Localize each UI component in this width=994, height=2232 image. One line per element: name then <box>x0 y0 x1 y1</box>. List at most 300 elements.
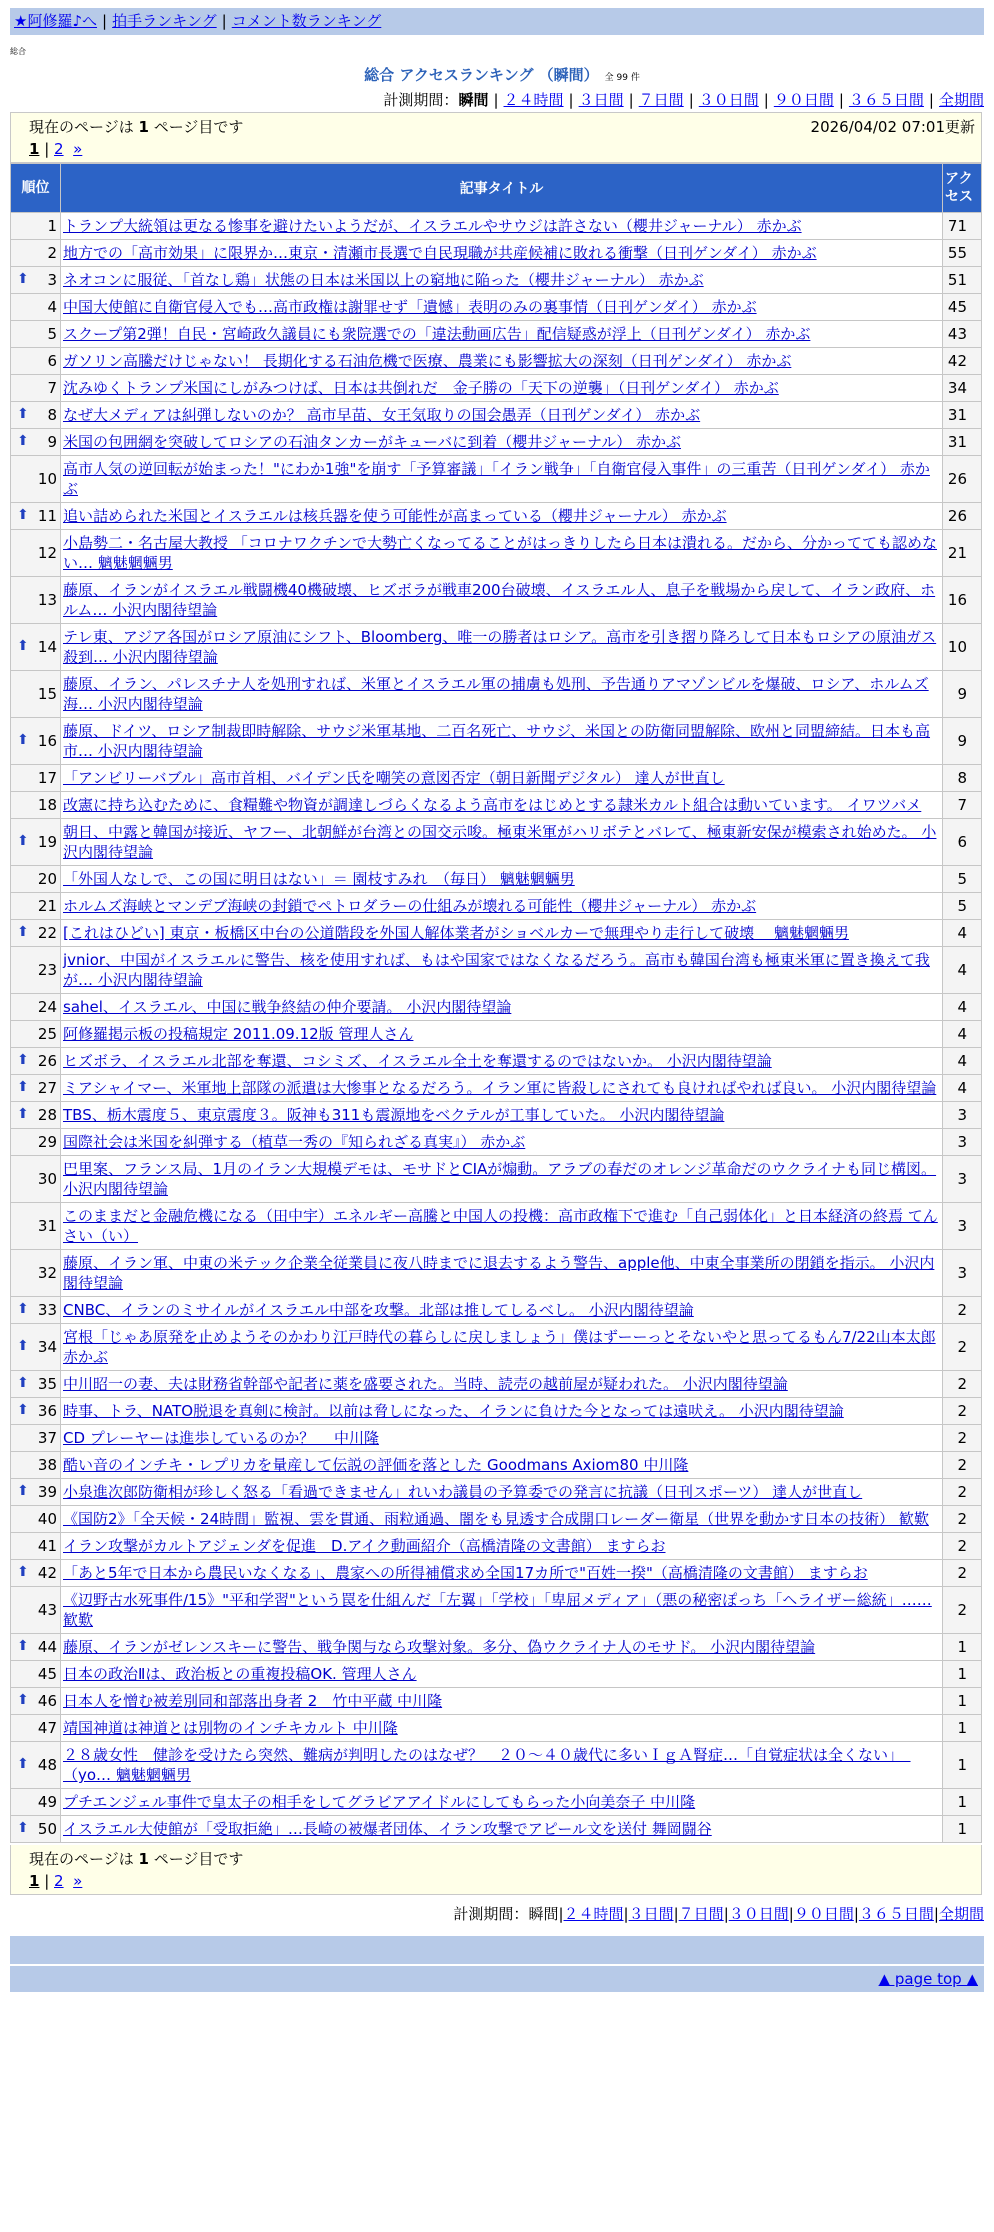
title-cell <box>61 1789 943 1816</box>
rank-number: 39 <box>37 1483 57 1501</box>
article-link[interactable]: 中川昭一の妻、夫は財務省幹部や記者に薬を盛要された。当時、読売の越前屋が疑われた。 小沢内閣待望論 <box>63 1375 788 1393</box>
title-cell <box>61 348 943 375</box>
article-link[interactable]: 追い詰められた米国とイスラエルは核兵器を使う可能性が高まっている（櫻井ジャーナル） 赤かぶ <box>63 507 727 525</box>
page-info-number: 1 <box>138 118 149 136</box>
title-cell <box>61 671 943 718</box>
access-count: 4 <box>943 1048 982 1075</box>
access-count: 4 <box>943 1075 982 1102</box>
access-count: 1 <box>943 1715 982 1742</box>
table-row <box>11 267 982 294</box>
rank-number: 6 <box>47 352 57 370</box>
table-row <box>11 429 982 456</box>
article-link[interactable]: 沈みゆくトランプ米国にしがみつけば、日本は共倒れだ 金子勝の「天下の逆襲」（日刊ゲンダイ） 赤かぶ <box>63 379 779 397</box>
article-link[interactable]: 靖国神道は神道とは別物のインチキカルト 中川隆 <box>63 1719 398 1737</box>
page <box>10 8 994 1992</box>
rank-cell <box>11 1425 61 1452</box>
title-cell <box>61 1129 943 1156</box>
article-link[interactable]: 宮根「じゃあ原発を止めようそのかわり江戸時代の暮らしに戻しましょう」僕はずーーっとそないやと思ってるもん7/22山本太郎 赤かぶ <box>63 1328 936 1366</box>
title-cell <box>61 792 943 819</box>
title-cell <box>61 577 943 624</box>
article-link[interactable]: ミアシャイマー、米軍地上部隊の派遣は大惨事となるだろう。イラン軍に皆殺しにされても良ければやれば良い。 小沢内閣待望論 <box>63 1079 937 1097</box>
rank-up-arrow-icon: ⬆ <box>17 1402 29 1418</box>
rank-number: 18 <box>37 796 57 814</box>
access-count: 1 <box>943 1789 982 1816</box>
page-info-box-top <box>10 112 982 163</box>
rank-number: 9 <box>47 433 57 451</box>
table-header-row <box>11 164 982 213</box>
article-link[interactable]: イスラエル大使館が「受取拒絶」…長崎の被爆者団体、イラン攻撃でアピール文を送付 舞岡闘谷 <box>63 1820 712 1838</box>
rank-up-arrow-icon: ⬆ <box>17 833 29 849</box>
access-count: 3 <box>943 1250 982 1297</box>
rank-number: 45 <box>37 1665 57 1683</box>
rank-cell <box>11 1560 61 1587</box>
rank-number: 26 <box>37 1052 57 1070</box>
rank-cell <box>11 240 61 267</box>
rank-number: 8 <box>47 406 57 424</box>
article-link[interactable]: イラン攻撃がカルトアジェンダを促進 D.アイク動画紹介（高橋清隆の文書館） ますらお <box>63 1537 666 1555</box>
table-row <box>11 624 982 671</box>
period-link[interactable]: 全期間 <box>938 91 984 109</box>
pager-next[interactable]: » <box>73 140 83 158</box>
period-current: 瞬間 <box>528 1905 559 1923</box>
rank-number: 34 <box>37 1338 57 1356</box>
period-separator: | <box>558 1905 564 1923</box>
title-cell <box>61 213 943 240</box>
access-count: 2 <box>943 1533 982 1560</box>
rank-number: 15 <box>37 685 57 703</box>
rank-cell <box>11 1634 61 1661</box>
access-count: 1 <box>943 1661 982 1688</box>
table-row <box>11 294 982 321</box>
title-cell <box>61 1742 943 1789</box>
article-link[interactable]: スクープ第2弾！自民・宮崎政久議員にも衆院選での「違法動画広告」配信疑惑が浮上（日刊ゲンダイ） 赤かぶ <box>63 325 811 343</box>
period-link[interactable]: ３６５日間 <box>858 1905 934 1923</box>
article-link[interactable]: TBS、栃木震度５、東京震度３。阪神も311も震源地をベクテルが工事していた。 小沢内閣待望論 <box>63 1106 725 1124</box>
access-count: 1 <box>943 1688 982 1715</box>
breadcrumb: 総合 <box>10 47 26 56</box>
table-row <box>11 402 982 429</box>
rank-number: 24 <box>37 998 57 1016</box>
rank-cell <box>11 893 61 920</box>
access-count: 2 <box>943 1587 982 1634</box>
footer-bar <box>10 1936 984 1964</box>
rank-number: 43 <box>37 1601 57 1619</box>
total-count: 全 99 件 <box>604 73 640 83</box>
title-cell <box>61 1048 943 1075</box>
rank-up-arrow-icon: ⬆ <box>17 732 29 748</box>
rank-cell <box>11 429 61 456</box>
article-link[interactable]: 国際社会は米国を糾弾する（植草一秀の『知られざる真実』） 赤かぶ <box>63 1133 526 1151</box>
title-cell <box>61 1634 943 1661</box>
rank-cell <box>11 402 61 429</box>
title-cell <box>61 402 943 429</box>
title-cell <box>61 1250 943 1297</box>
rank-number: 13 <box>37 591 57 609</box>
title-cell <box>61 1688 943 1715</box>
article-link[interactable]: 改憲に持ち込むために、食糧難や物資が調達しづらくなるよう高市をはじめとする隷米カルト組合は動いています。 イワツバメ <box>63 796 922 814</box>
period-separator: | <box>623 1905 629 1923</box>
table-row <box>11 671 982 718</box>
article-link[interactable]: jvnior、中国がイスラエルに警告、核を使用すれば、もはや国家ではなくなるだろう。高市も韓国台湾も極東米軍に置き換えて我が… 小沢内閣待望論 <box>63 951 930 989</box>
rank-cell <box>11 819 61 866</box>
article-link[interactable]: 地方での「高市効果」に限界か…東京・清瀬市長選で自民現職が共産候補に敗れる衝撃（日刊ゲンダイ） 赤かぶ <box>63 244 817 262</box>
article-link[interactable]: 朝日、中露と韓国が接近、ヤフー、北朝鮮が台湾との国交示唆。極東米軍がハリボテとバレて、極東新安保が模索され始めた。 小沢内閣待望論 <box>63 823 937 861</box>
article-link[interactable]: 藤原、ドイツ、ロシア制裁即時解除、サウジ米軍基地、二百名死亡、サウジ、米国との防衛同盟解除、欧州と同盟締結。日本も高市… 小沢内閣待望論 <box>63 722 931 760</box>
rank-up-arrow-icon: ⬆ <box>17 507 29 523</box>
period-link[interactable]: ９０日間 <box>773 91 834 109</box>
access-count: 2 <box>943 1297 982 1324</box>
article-link[interactable]: 酷い音のインチキ・レプリカを量産して伝説の評価を落とした Goodmans Axiom80 中川隆 <box>63 1456 689 1474</box>
access-count: 45 <box>943 294 982 321</box>
title-cell <box>61 1506 943 1533</box>
table-row <box>11 577 982 624</box>
access-count: 3 <box>943 1129 982 1156</box>
table-row <box>11 1715 982 1742</box>
period-separator: | <box>838 91 844 109</box>
article-link[interactable]: ２８歳女性 健診を受けたら突然、難病が判明したのはなぜ？ ２０～４０歳代に多いＩｇＡ腎症…「自覚症状は全くない」 （yo… 魑魅魍魎男 <box>63 1746 911 1784</box>
rank-number: 49 <box>37 1793 57 1811</box>
rank-up-arrow-icon: ⬆ <box>17 924 29 940</box>
article-link[interactable]: 時事、トラ、NATO脱退を真剣に検討。以前は脅しになった、イランに負けた今となっては遠吠え。 小沢内閣待望論 <box>63 1402 844 1420</box>
table-row <box>11 1742 982 1789</box>
period-separator: | <box>493 91 499 109</box>
table-row <box>11 819 982 866</box>
period-separator: | <box>688 91 694 109</box>
top-nav-bar <box>10 8 984 35</box>
title-cell <box>61 1587 943 1634</box>
rank-cell <box>11 1816 61 1843</box>
title-cell <box>61 1533 943 1560</box>
article-link[interactable]: CNBC、イランのミサイルがイスラエル中部を攻撃。北部は推してしるべし。 小沢内閣待望論 <box>63 1301 694 1319</box>
nav-link-asyura-home[interactable]: ★阿修羅♪へ <box>14 12 98 30</box>
period-separator: | <box>673 1905 679 1923</box>
article-link[interactable]: CD プレーヤーは進歩しているのか？ 中川隆 <box>63 1429 379 1447</box>
article-link[interactable]: 藤原、イランがゼレンスキーに警告、戦争関与なら攻撃対象。多分、偽ウクライナ人のモサド。 小沢内閣待望論 <box>63 1638 816 1656</box>
rank-number: 29 <box>37 1133 57 1151</box>
table-row <box>11 1452 982 1479</box>
access-count: 4 <box>943 994 982 1021</box>
table-row <box>11 1533 982 1560</box>
access-count: 2 <box>943 1560 982 1587</box>
title-cell <box>61 819 943 866</box>
article-link[interactable]: 中国大使館に自衛官侵入でも…高市政権は謝罪せず「遺憾」表明のみの裏事情（日刊ゲンダイ） 赤かぶ <box>63 298 757 316</box>
period-link[interactable]: ３０日間 <box>728 1905 789 1923</box>
rank-cell <box>11 294 61 321</box>
title-cell <box>61 267 943 294</box>
rank-up-arrow-icon: ⬆ <box>17 1692 29 1708</box>
period-selector-bottom <box>10 1903 984 1924</box>
rank-number: 10 <box>37 470 57 488</box>
period-label: 計測期間： <box>383 91 459 109</box>
rank-number: 1 <box>47 217 57 235</box>
article-link[interactable]: 「アンビリーバブル」高市首相、バイデン氏を嘲笑の意図否定（朝日新聞デジタル） 達人が世直し <box>63 769 725 787</box>
rank-cell <box>11 267 61 294</box>
title-cell <box>61 321 943 348</box>
period-link[interactable]: ７日間 <box>678 1905 724 1923</box>
access-count: 1 <box>943 1742 982 1789</box>
rank-number: 19 <box>37 833 57 851</box>
article-link[interactable]: 阿修羅掲示板の投稿規定 2011.09.12版 管理人さん <box>63 1025 414 1043</box>
nav-link-comment-ranking[interactable]: コメント数ランキング <box>231 12 382 30</box>
table-row <box>11 503 982 530</box>
title-cell <box>61 1371 943 1398</box>
title-cell <box>61 1075 943 1102</box>
rank-cell <box>11 1398 61 1425</box>
access-count: 4 <box>943 920 982 947</box>
access-count: 26 <box>943 456 982 503</box>
table-row <box>11 1048 982 1075</box>
article-link[interactable]: 日本の政治Ⅱは、政治板との重複投稿OK. 管理人さん <box>63 1665 417 1683</box>
pager-current-page: 1 <box>29 1872 40 1890</box>
updated-timestamp: 2026/04/02 07:01更新 <box>810 118 975 136</box>
article-link[interactable]: ネオコンに服従、「首なし鶏」状態の日本は米国以上の窮地に陥った（櫻井ジャーナル） 赤かぶ <box>63 271 704 289</box>
article-link[interactable]: 藤原、イラン軍、中東の米テック企業全従業員に夜八時までに退去するよう警告、apple他、中東全事業所の閉鎖を指示。 小沢内閣待望論 <box>63 1254 935 1292</box>
access-count: 8 <box>943 765 982 792</box>
rank-up-arrow-icon: ⬆ <box>17 1338 29 1354</box>
rank-cell <box>11 375 61 402</box>
rank-cell <box>11 1661 61 1688</box>
table-row <box>11 1789 982 1816</box>
period-label: 計測期間： <box>453 1905 529 1923</box>
article-link[interactable]: 小島勢二・名古屋大教授 「コロナワクチンで大勢亡くなってることがはっきりしたら日本は潰れる。だから、分かってても認めない… 魑魅魍魎男 <box>63 534 938 572</box>
table-row <box>11 213 982 240</box>
access-count: 2 <box>943 1371 982 1398</box>
article-link[interactable]: 米国の包囲網を突破してロシアの石油タンカーがキューバに到着（櫻井ジャーナル） 赤かぶ <box>63 433 681 451</box>
ranking-table-body <box>11 213 982 1843</box>
table-row <box>11 530 982 577</box>
rank-number: 47 <box>37 1719 57 1737</box>
pager-next[interactable]: » <box>73 1872 83 1890</box>
period-link[interactable]: ７日間 <box>638 91 684 109</box>
article-link[interactable]: 藤原、イラン、パレスチナ人を処刑すれば、米軍とイスラエル軍の捕虜も処刑、予告通りアマゾンビルを爆破、ロシア、ホルムズ海… 小沢内閣待望論 <box>63 675 929 713</box>
page-info-box-bottom <box>10 1845 982 1895</box>
article-link[interactable]: 巴里案、フランス局、1月のイラン大規模デモは、モサドとCIAが煽動。アラブの春だのオレンジ革命だのウクライナも同じ構図。 小沢内閣待望論 <box>63 1160 937 1198</box>
table-row <box>11 1560 982 1587</box>
article-link[interactable]: 小泉進次郎防衛相が珍しく怒る「看過できません」れいわ議員の予算委での発言に抗議（日刊スポーツ） 達人が世直し <box>63 1483 863 1501</box>
title-cell <box>61 994 943 1021</box>
article-link[interactable]: テレ東、アジア各国がロシア原油にシフト、Bloomberg、唯一の勝者はロシア。高市を引き摺り降ろして日本もロシアの原油ガス殺到… 小沢内閣待望論 <box>63 628 937 666</box>
table-row <box>11 375 982 402</box>
rank-number: 36 <box>37 1402 57 1420</box>
article-link[interactable]: [これはひどい] 東京・板橋区中台の公道階段を外国人解体業者がショベルカーで無理やり走行して破壊 魑魅魍魎男 <box>63 924 849 942</box>
rank-up-arrow-icon: ⬆ <box>17 1564 29 1580</box>
rank-number: 33 <box>37 1301 57 1319</box>
rank-cell <box>11 1156 61 1203</box>
access-count: 42 <box>943 348 982 375</box>
page-top-link[interactable]: ▲ page top ▲ <box>878 1970 978 1988</box>
rank-number: 25 <box>37 1025 57 1043</box>
article-link[interactable]: 日本人を憎む被差別同和部落出身者 2 竹中平蔵 中川隆 <box>63 1692 443 1710</box>
page-info <box>11 1848 981 1869</box>
rank-number: 22 <box>37 924 57 942</box>
table-row <box>11 321 982 348</box>
rank-number: 23 <box>37 961 57 979</box>
access-count: 5 <box>943 893 982 920</box>
article-link[interactable]: プチエンジェル事件で皇太子の相手をしてグラビアアイドルにしてもらった小向美奈子 中川隆 <box>63 1793 696 1811</box>
rank-number: 27 <box>37 1079 57 1097</box>
rank-up-arrow-icon: ⬆ <box>17 271 29 287</box>
title-cell <box>61 624 943 671</box>
article-link[interactable]: 高市人気の逆回転が始まった！"にわか1強"を崩す「予算審議」「イラン戦争」「自衛官侵入事件」の三重苦（日刊ゲンダイ） 赤かぶ <box>63 460 930 498</box>
rank-cell <box>11 1129 61 1156</box>
pager-current-page: 1 <box>29 140 40 158</box>
rank-number: 48 <box>37 1756 57 1774</box>
rank-cell <box>11 1715 61 1742</box>
article-link[interactable]: 「外国人なしで、この国に明日はない」＝ 園枝すみれ （毎日） 魑魅魍魎男 <box>63 870 575 888</box>
rank-number: 2 <box>47 244 57 262</box>
rank-cell <box>11 530 61 577</box>
table-row <box>11 1250 982 1297</box>
table-row <box>11 1398 982 1425</box>
period-separator: | <box>763 91 769 109</box>
article-link[interactable]: このままだと金融危機になる（田中宇）エネルギー高騰と中国人の投機：高市政権下で進む「自己弱体化」と日本経済の終焉 てんさい（い） <box>63 1207 938 1245</box>
period-link[interactable]: ３６５日間 <box>848 91 924 109</box>
access-count: 16 <box>943 577 982 624</box>
table-row <box>11 348 982 375</box>
rank-number: 21 <box>37 897 57 915</box>
title-cell <box>61 1203 943 1250</box>
footer-bar-pagetop <box>10 1964 984 1992</box>
table-row <box>11 1816 982 1843</box>
table-row <box>11 920 982 947</box>
table-row <box>11 1634 982 1661</box>
rank-cell <box>11 1742 61 1789</box>
page-title <box>10 64 994 85</box>
period-link[interactable]: ３日間 <box>578 91 624 109</box>
rank-number: 3 <box>47 271 57 289</box>
period-link[interactable]: ９０日間 <box>793 1905 854 1923</box>
rank-number: 46 <box>37 1692 57 1710</box>
title-cell <box>61 1816 943 1843</box>
period-link[interactable]: ２４時間 <box>503 91 564 109</box>
rank-cell <box>11 213 61 240</box>
rank-cell <box>11 671 61 718</box>
rank-cell <box>11 1297 61 1324</box>
rank-cell <box>11 321 61 348</box>
table-row <box>11 456 982 503</box>
article-link[interactable]: 藤原、イランがイスラエル戦闘機40機破壊、ヒズボラが戦車200台破壊、イスラエル人、息子を戦場から戻して、イラン政府、ホルム… 小沢内閣待望論 <box>63 581 936 619</box>
rank-cell <box>11 577 61 624</box>
table-row <box>11 866 982 893</box>
page-info-prefix: 現在のページは <box>29 118 134 136</box>
nav-separator: | <box>221 12 227 30</box>
access-count: 2 <box>943 1479 982 1506</box>
access-count: 5 <box>943 866 982 893</box>
rank-cell <box>11 1688 61 1715</box>
period-link[interactable]: ２４時間 <box>563 1905 624 1923</box>
table-row <box>11 1324 982 1371</box>
title-cell <box>61 718 943 765</box>
rank-number: 50 <box>37 1820 57 1838</box>
access-count: 51 <box>943 267 982 294</box>
count-column-header: アクセス <box>943 164 982 213</box>
rank-up-arrow-icon: ⬆ <box>17 1820 29 1836</box>
page-info-prefix: 現在のページは <box>29 1850 134 1868</box>
rank-up-arrow-icon: ⬆ <box>17 1638 29 1654</box>
article-link[interactable]: なぜ大メディアは糾弾しないのか？ 高市早苗、女王気取りの国会愚弄（日刊ゲンダイ） 赤かぶ <box>63 406 701 424</box>
page-info-suffix: ページ目です <box>153 1850 244 1868</box>
title-cell <box>61 920 943 947</box>
access-count: 1 <box>943 1634 982 1661</box>
rank-number: 40 <box>37 1510 57 1528</box>
title-cell <box>61 294 943 321</box>
rank-number: 42 <box>37 1564 57 1582</box>
page-info-suffix: ページ目です <box>153 118 244 136</box>
article-link[interactable]: sahel、イスラエル、中国に戦争終結の仲介要請。 小沢内閣待望論 <box>63 998 512 1016</box>
article-link[interactable]: 《国防2》「全天候・24時間」監視、雲を貫通、雨粒通過、闇をも見透す合成開口レーダー衛星（世界を動かす日本の技術） 歓歎 <box>63 1510 929 1528</box>
rank-up-arrow-icon: ⬆ <box>17 433 29 449</box>
nav-link-clap-ranking[interactable]: 拍手ランキング <box>112 12 217 30</box>
table-row <box>11 718 982 765</box>
rank-cell <box>11 1250 61 1297</box>
table-row <box>11 1661 982 1688</box>
article-link[interactable]: トランプ大統領は更なる惨事を避けたいようだが、イスラエルやサウジは許さない（櫻井ジャーナル） 赤かぶ <box>63 217 802 235</box>
article-link[interactable]: 《辺野古水死事件/15》"平和学習"という罠を仕組んだ「左翼」「学校」「卑屈メディア」（悪の秘密ぽっち「ヘライザー総統」…… 歓歎 <box>63 1591 932 1629</box>
rank-up-arrow-icon: ⬆ <box>17 1301 29 1317</box>
article-link[interactable]: ホルムズ海峡とマンデブ海峡の封鎖でペトロダラーの仕組みが壊れる可能性（櫻井ジャーナル） 赤かぶ <box>63 897 757 915</box>
table-row <box>11 1102 982 1129</box>
title-cell <box>61 765 943 792</box>
rank-cell <box>11 920 61 947</box>
access-count: 31 <box>943 402 982 429</box>
pager-top: 1 | 2 » <box>29 140 83 158</box>
period-current: 瞬間 <box>458 91 489 109</box>
table-row <box>11 1688 982 1715</box>
ranking-table <box>10 163 982 1843</box>
rank-up-arrow-icon: ⬆ <box>17 406 29 422</box>
rank-up-arrow-icon: ⬆ <box>17 1079 29 1095</box>
title-cell <box>61 1021 943 1048</box>
rank-number: 41 <box>37 1537 57 1555</box>
table-row <box>11 893 982 920</box>
rank-cell <box>11 765 61 792</box>
table-row <box>11 1075 982 1102</box>
pager-page-2[interactable]: 2 <box>54 140 64 158</box>
rank-up-arrow-icon: ⬆ <box>17 1375 29 1391</box>
title-cell <box>61 456 943 503</box>
rank-up-arrow-icon: ⬆ <box>17 638 29 654</box>
rank-number: 38 <box>37 1456 57 1474</box>
period-link[interactable]: 全期間 <box>938 1905 984 1923</box>
rank-cell <box>11 792 61 819</box>
rank-cell <box>11 1479 61 1506</box>
table-row <box>11 1021 982 1048</box>
rank-up-arrow-icon: ⬆ <box>17 1483 29 1499</box>
access-count: 2 <box>943 1452 982 1479</box>
rank-cell <box>11 1021 61 1048</box>
rank-cell <box>11 1102 61 1129</box>
rank-number: 5 <box>47 325 57 343</box>
rank-number: 4 <box>47 298 57 316</box>
rank-cell <box>11 624 61 671</box>
rank-up-arrow-icon: ⬆ <box>17 1052 29 1068</box>
rank-number: 31 <box>37 1217 57 1235</box>
access-count: 7 <box>943 792 982 819</box>
article-link[interactable]: ガソリン高騰だけじゃない！ 長期化する石油危機で医療、農業にも影響拡大の深刻（日刊ゲンダイ） 赤かぶ <box>63 352 792 370</box>
table-row <box>11 1425 982 1452</box>
article-link[interactable]: 「あと5年で日本から農民いなくなる」、農家への所得補償求め全国17カ所で"百姓一揆"（高橋清隆の文書館） ますらお <box>63 1564 868 1582</box>
title-cell <box>61 866 943 893</box>
table-row <box>11 1506 982 1533</box>
article-link[interactable]: ヒズボラ、イスラエル北部を奪還、コシミズ、イスラエル全土を奪還するのではないか。 小沢内閣待望論 <box>63 1052 772 1070</box>
period-link[interactable]: ３日間 <box>628 1905 674 1923</box>
period-link[interactable]: ３０日間 <box>698 91 759 109</box>
pager-page-2[interactable]: 2 <box>54 1872 64 1890</box>
title-cell <box>61 375 943 402</box>
period-separator: | <box>933 1905 939 1923</box>
title-cell <box>61 1452 943 1479</box>
access-count: 3 <box>943 1102 982 1129</box>
